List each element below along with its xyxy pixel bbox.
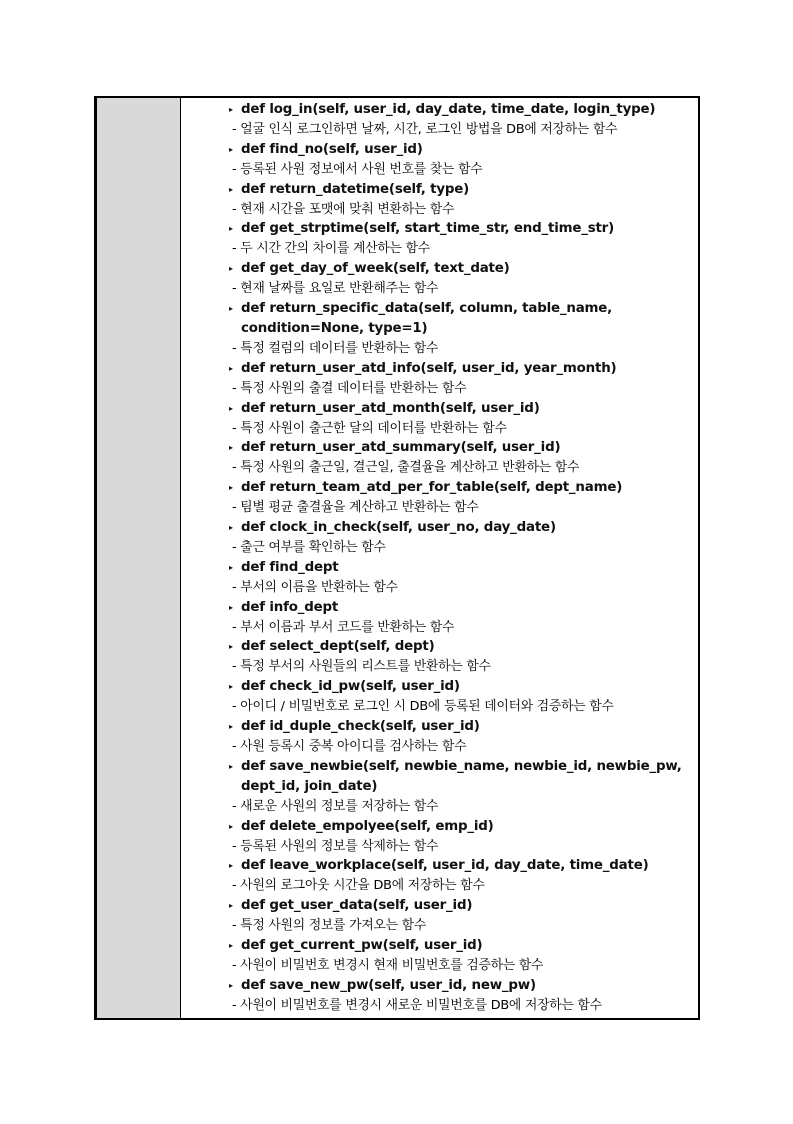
function-signature-row [228, 259, 698, 279]
function-signature-row [228, 936, 698, 956]
triangle-bullet-icon: ▸ [229, 483, 233, 493]
function-signature: def log_in(self, user_id, day_date, time_date, login_type) [241, 102, 656, 117]
function-item [228, 757, 698, 817]
function-signature-row [228, 219, 698, 239]
function-signature-row [228, 140, 698, 160]
function-description: - 현재 시간을 포맷에 맞춰 변환하는 함수 [232, 201, 455, 217]
function-signature: def get_current_pw(self, user_id) [241, 938, 483, 954]
triangle-bullet-icon: ▸ [229, 761, 233, 771]
function-description: - 특정 사원이 출근한 달의 데이터를 반환하는 함수 [232, 420, 507, 436]
function-item [228, 478, 698, 518]
function-signature-row [228, 757, 698, 797]
function-signature-row [228, 717, 698, 737]
triangle-bullet-icon: ▸ [229, 861, 233, 871]
function-signature: def save_newbie(self, newbie_name, newbie_id, newbie_pw, dept_id, join_date) [241, 758, 682, 794]
function-signature: def return_user_atd_info(self, user_id, year_month) [241, 360, 617, 376]
function-item [228, 259, 698, 299]
function-item [228, 100, 698, 140]
triangle-bullet-icon: ▸ [229, 363, 233, 373]
function-description: - 특정 사원의 정보를 가져오는 함수 [232, 918, 427, 934]
function-signature-row [228, 100, 698, 120]
table-label-cell [97, 98, 181, 1018]
function-item [228, 359, 698, 399]
function-item [228, 299, 698, 359]
function-item [228, 399, 698, 439]
triangle-bullet-icon: ▸ [229, 264, 233, 274]
function-item [228, 936, 698, 976]
function-item [228, 558, 698, 598]
function-item [228, 219, 698, 259]
triangle-bullet-icon: ▸ [229, 980, 233, 990]
triangle-bullet-icon: ▸ [229, 901, 233, 911]
function-item [228, 438, 698, 478]
function-description: - 등록된 사원의 정보를 삭제하는 함수 [232, 838, 439, 854]
function-description: - 팀별 평균 출결율을 계산하고 반환하는 함수 [232, 500, 479, 516]
function-signature: def find_no(self, user_id) [241, 141, 423, 157]
triangle-bullet-icon: ▸ [229, 443, 233, 453]
function-signature-row [228, 180, 698, 200]
document-table [94, 96, 700, 1020]
function-signature-row [228, 478, 698, 498]
triangle-bullet-icon: ▸ [229, 523, 233, 533]
function-signature: def get_day_of_week(self, text_date) [241, 261, 510, 277]
triangle-bullet-icon: ▸ [229, 403, 233, 413]
function-item [228, 598, 698, 638]
function-signature: def return_specific_data(self, column, table_name, condition=None, type=1) [241, 301, 613, 336]
function-signature: def get_strptime(self, start_time_str, end_time_str) [241, 221, 615, 237]
triangle-bullet-icon: ▸ [229, 821, 233, 831]
function-signature: def save_new_pw(self, user_id, new_pw) [241, 977, 536, 993]
function-signature-row [228, 817, 698, 837]
triangle-bullet-icon: ▸ [229, 682, 233, 692]
function-signature: def check_id_pw(self, user_id) [241, 679, 460, 695]
triangle-bullet-icon: ▸ [229, 224, 233, 234]
function-description: - 출근 여부를 확인하는 함수 [232, 539, 386, 555]
triangle-bullet-icon: ▸ [229, 602, 233, 612]
function-item [228, 856, 698, 896]
function-signature-row [228, 856, 698, 876]
function-description: - 새로운 사원의 정보를 저장하는 함수 [232, 798, 439, 814]
triangle-bullet-icon: ▸ [229, 941, 233, 951]
function-signature-row [228, 399, 698, 419]
triangle-bullet-icon: ▸ [229, 184, 233, 194]
function-item [228, 140, 698, 180]
function-signature: def return_datetime(self, type) [241, 181, 470, 197]
function-signature: def leave_workplace(self, user_id, day_date, time_date) [241, 858, 649, 874]
function-signature-row [228, 637, 698, 657]
function-signature: def get_user_data(self, user_id) [241, 898, 473, 914]
function-description: - 등록된 사원 정보에서 사원 번호를 찾는 함수 [232, 161, 483, 177]
function-signature: def return_user_atd_summary(self, user_id) [241, 440, 561, 456]
triangle-bullet-icon: ▸ [229, 562, 233, 572]
function-item [228, 976, 698, 1016]
function-signature-row [228, 299, 698, 339]
triangle-bullet-icon: ▸ [229, 642, 233, 652]
triangle-bullet-icon: ▸ [229, 722, 233, 732]
function-description: - 두 시간 간의 차이를 계산하는 함수 [232, 241, 430, 257]
function-description: - 특정 부서의 사원들의 리스트를 반환하는 함수 [232, 659, 491, 675]
function-description: - 특정 사원의 출근일, 결근일, 출결율을 계산하고 반환하는 함수 [232, 460, 580, 476]
function-signature: def clock_in_check(self, user_no, day_date) [241, 520, 556, 536]
function-item [228, 817, 698, 857]
function-description: - 사원 등록시 중복 아이디를 검사하는 함수 [232, 739, 467, 754]
function-signature-row [228, 558, 698, 578]
function-description: - 얼굴 인식 로그인하면 날짜, 시간, 로그인 방법을 DB에 저장하는 함수 [232, 121, 618, 137]
function-item [228, 717, 698, 757]
function-signature: def return_team_atd_per_for_table(self, dept_name) [241, 480, 623, 496]
function-signature-row [228, 518, 698, 538]
function-signature: def find_dept [241, 559, 339, 575]
function-description: - 사원이 비밀번호 변경시 현재 비밀번호를 검증하는 함수 [232, 957, 544, 973]
function-signature: def delete_empolyee(self, emp_id) [241, 818, 494, 834]
function-signature: def return_user_atd_month(self, user_id) [241, 400, 540, 416]
function-signature-row [228, 359, 698, 379]
function-item [228, 637, 698, 677]
function-signature: def select_dept(self, dept) [241, 639, 435, 655]
function-description: - 특정 사원의 출결 데이터를 반환하는 함수 [232, 380, 467, 396]
function-item [228, 896, 698, 936]
function-description: - 사원의 로그아웃 시간을 DB에 저장하는 함수 [232, 878, 485, 894]
function-list [181, 98, 698, 1018]
function-description: - 특정 컬럼의 데이터를 반환하는 함수 [232, 340, 439, 356]
triangle-bullet-icon: ▸ [229, 304, 233, 314]
function-description: - 사원이 비밀번호를 변경시 새로운 비밀번호를 DB에 저장하는 함수 [232, 997, 602, 1013]
function-description: - 현재 날짜를 요일로 반환해주는 함수 [232, 281, 439, 297]
function-item [228, 180, 698, 220]
function-signature-row [228, 896, 698, 916]
function-item [228, 518, 698, 558]
function-signature: def info_dept [241, 599, 339, 615]
triangle-bullet-icon: ▸ [229, 144, 233, 154]
function-signature-row [228, 438, 698, 458]
function-description: - 부서의 이름을 반환하는 함수 [232, 579, 398, 595]
function-item [228, 677, 698, 717]
function-signature-row [228, 976, 698, 996]
function-description: - 부서 이름과 부서 코드를 반환하는 함수 [232, 619, 455, 635]
function-signature: def id_duple_check(self, user_id) [241, 719, 480, 735]
triangle-bullet-icon: ▸ [229, 105, 233, 114]
function-signature-row [228, 677, 698, 697]
function-signature-row [228, 598, 698, 618]
function-description: - 아이디 / 비밀번호로 로그인 시 DB에 등록된 데이터와 검증하는 함수 [232, 699, 614, 715]
